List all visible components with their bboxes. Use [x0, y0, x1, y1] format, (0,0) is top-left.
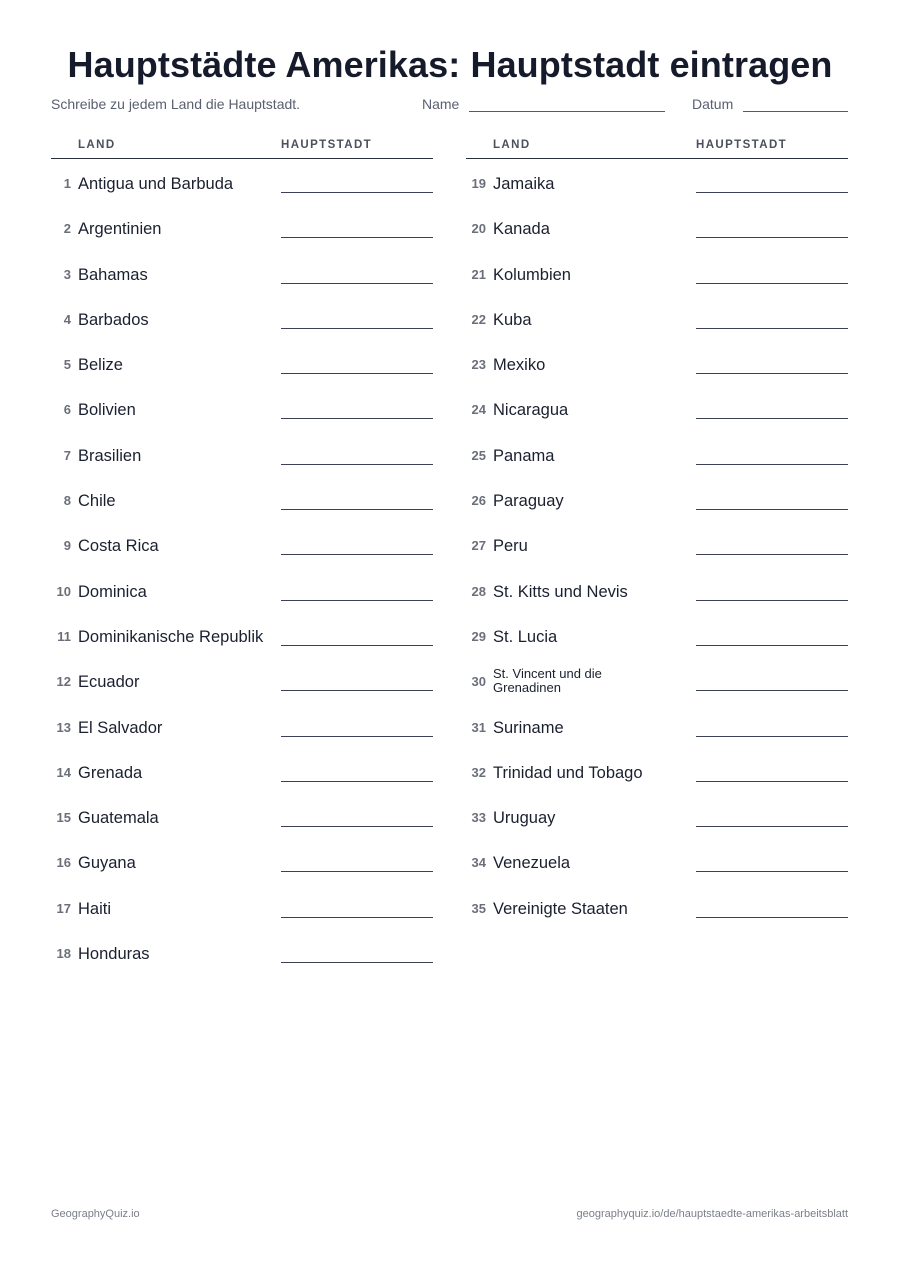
capital-answer-line[interactable]: [281, 509, 433, 510]
table-row: [51, 250, 433, 295]
capital-answer-line[interactable]: [281, 418, 433, 419]
row-number: 32: [471, 764, 486, 780]
capital-answer-line[interactable]: [281, 554, 433, 555]
capital-answer-line[interactable]: [281, 464, 433, 465]
capital-answer-line[interactable]: [696, 192, 848, 193]
table-row: [466, 204, 848, 249]
table-header-right: [466, 134, 848, 159]
row-number: 29: [471, 628, 486, 644]
country-name: Guatemala: [78, 809, 159, 828]
table-row: [51, 521, 433, 566]
row-number: 31: [471, 719, 486, 735]
country-name: Dominikanische Republik: [78, 627, 264, 646]
table-rows-right: [466, 159, 848, 929]
country-name: Costa Rica: [78, 537, 159, 556]
capital-answer-line[interactable]: [281, 826, 433, 827]
table-row: [51, 476, 433, 521]
country-name: Antigua und Barbuda: [78, 175, 234, 193]
table-row: [51, 838, 433, 883]
table-row: [51, 204, 433, 249]
table-row: [51, 929, 433, 974]
country-name: St. Vincent und die Grenadinen: [493, 666, 602, 696]
capital-answer-line[interactable]: [281, 328, 433, 329]
row-number: 33: [471, 810, 486, 826]
column-header-hauptstadt: HAUPTSTADT: [281, 139, 373, 151]
row-number: 12: [56, 674, 71, 690]
row-number: 14: [56, 764, 71, 780]
country-name: Uruguay: [493, 809, 556, 828]
capital-answer-line[interactable]: [281, 192, 433, 193]
table-row: [466, 250, 848, 295]
column-header-hauptstadt: HAUPTSTADT: [696, 139, 788, 151]
row-number: 5: [63, 357, 71, 373]
table-row: [51, 703, 433, 748]
footer-brand: GeographyQuiz.io: [51, 1208, 140, 1220]
country-name: Haiti: [78, 899, 112, 918]
table-row: [466, 838, 848, 883]
capital-answer-line[interactable]: [696, 237, 848, 238]
footer-url: geographyquiz.io/de/hauptstaedte-amerikas-arbeitsblatt: [576, 1208, 848, 1220]
capital-answer-line[interactable]: [696, 826, 848, 827]
table-row: [51, 793, 433, 838]
capital-answer-line[interactable]: [696, 283, 848, 284]
date-label: Datum: [692, 96, 734, 112]
country-name: St. Kitts und Nevis: [493, 582, 628, 601]
table-row: [51, 567, 433, 612]
capital-answer-line[interactable]: [281, 600, 433, 601]
country-name: Honduras: [78, 945, 150, 964]
row-number: 13: [56, 719, 71, 735]
capital-answer-line[interactable]: [281, 237, 433, 238]
capital-answer-line[interactable]: [696, 871, 848, 872]
capital-answer-line[interactable]: [281, 736, 433, 737]
capital-answer-line[interactable]: [696, 781, 848, 782]
country-name: Brasilien: [78, 446, 142, 465]
country-name: Kuba: [493, 310, 532, 329]
instruction-text: Schreibe zu jedem Land die Hauptstadt.: [51, 96, 301, 112]
table-right-column: [466, 134, 848, 929]
capital-answer-line[interactable]: [696, 554, 848, 555]
table-row: [466, 612, 848, 657]
country-name: Argentinien: [78, 220, 162, 239]
row-number: 4: [63, 311, 71, 327]
table-row: [51, 748, 433, 793]
table-left-column: [51, 134, 433, 974]
column-header-land: LAND: [78, 139, 116, 151]
country-name: Barbados: [78, 310, 149, 329]
row-number: 11: [57, 628, 71, 644]
capital-answer-line[interactable]: [281, 871, 433, 872]
country-name: Suriname: [493, 718, 564, 737]
table-rows-left: [51, 159, 433, 974]
table-row: [466, 476, 848, 521]
table-row: [466, 567, 848, 612]
table-row: [466, 521, 848, 566]
row-number: 8: [63, 493, 71, 509]
table-row: [466, 703, 848, 748]
row-number: 23: [471, 357, 486, 373]
table-row: [51, 295, 433, 340]
row-number: 22: [471, 311, 486, 327]
name-field-line[interactable]: [469, 111, 665, 112]
country-name: Chile: [78, 492, 116, 511]
table-row: [51, 657, 433, 702]
row-number: 7: [63, 447, 71, 463]
capital-answer-line[interactable]: [281, 283, 433, 284]
capital-answer-line[interactable]: [696, 690, 848, 691]
capital-answer-line[interactable]: [281, 645, 433, 646]
capital-answer-line[interactable]: [696, 464, 848, 465]
capital-answer-line[interactable]: [696, 645, 848, 646]
row-number: 9: [63, 538, 71, 554]
capital-answer-line[interactable]: [696, 600, 848, 601]
row-number: 21: [471, 266, 486, 282]
row-number: 24: [471, 402, 486, 418]
country-name: Mexiko: [493, 356, 546, 375]
table-row: [466, 431, 848, 476]
table-row: [51, 431, 433, 476]
country-name: Paraguay: [493, 492, 564, 511]
country-name: St. Lucia: [493, 627, 558, 646]
row-number: 30: [471, 674, 486, 690]
row-number: 28: [471, 583, 486, 599]
table-row: [466, 793, 848, 838]
row-number: 19: [471, 176, 486, 191]
row-number: 10: [56, 583, 71, 599]
country-name: Kolumbien: [493, 265, 571, 284]
table-row: [466, 884, 848, 929]
country-name: Belize: [78, 356, 123, 375]
row-number: 1: [63, 176, 71, 191]
table-row: [466, 340, 848, 385]
country-name: El Salvador: [78, 718, 163, 737]
country-name: Guyana: [78, 854, 136, 873]
row-number: 3: [63, 266, 71, 282]
table-row: [51, 340, 433, 385]
country-name: Nicaragua: [493, 401, 569, 420]
country-name: Bahamas: [78, 265, 148, 284]
table-row: [51, 612, 433, 657]
capital-answer-line[interactable]: [696, 917, 848, 918]
capital-answer-line[interactable]: [696, 373, 848, 374]
row-number: 26: [471, 493, 486, 509]
capital-answer-line[interactable]: [696, 418, 848, 419]
row-number: 34: [471, 855, 486, 871]
table-row: [466, 385, 848, 430]
capital-answer-line[interactable]: [696, 509, 848, 510]
capital-answer-line[interactable]: [281, 962, 433, 963]
country-name: Ecuador: [78, 673, 140, 692]
table-row: [51, 884, 433, 929]
country-name: Kanada: [493, 220, 550, 239]
table-row: [51, 159, 433, 204]
country-name: Grenada: [78, 763, 143, 782]
table-row: [466, 159, 848, 204]
row-number: 15: [56, 810, 71, 826]
capital-answer-line[interactable]: [281, 690, 433, 691]
capital-answer-line[interactable]: [281, 781, 433, 782]
table-row: [466, 748, 848, 793]
table-header-left: [51, 134, 433, 159]
country-name: Jamaika: [493, 175, 555, 193]
row-number: 6: [63, 402, 71, 418]
country-name: Dominica: [78, 582, 147, 601]
country-name: Venezuela: [493, 854, 571, 873]
row-number: 16: [56, 855, 71, 871]
row-number: 17: [56, 900, 71, 916]
table-row: [51, 385, 433, 430]
row-number: 2: [63, 221, 71, 237]
country-name: Peru: [493, 537, 528, 556]
table-row: [466, 295, 848, 340]
capital-answer-line[interactable]: [696, 328, 848, 329]
row-number: 35: [471, 900, 486, 916]
row-number: 27: [471, 538, 486, 554]
date-field-line[interactable]: [743, 111, 848, 112]
row-number: 20: [471, 221, 486, 237]
name-label: Name: [422, 96, 460, 112]
page-title: Hauptstädte Amerikas: Hauptstadt eintragen: [67, 44, 833, 85]
capital-answer-line[interactable]: [281, 917, 433, 918]
capital-answer-line[interactable]: [696, 736, 848, 737]
capital-answer-line[interactable]: [281, 373, 433, 374]
country-name: Vereinigte Staaten: [493, 899, 628, 918]
table-row: [466, 657, 848, 702]
column-header-land: LAND: [493, 139, 531, 151]
row-number: 18: [56, 946, 71, 962]
country-name: Bolivien: [78, 401, 136, 420]
country-name: Trinidad und Tobago: [493, 763, 643, 782]
row-number: 25: [471, 447, 486, 463]
country-name: Panama: [493, 446, 555, 465]
